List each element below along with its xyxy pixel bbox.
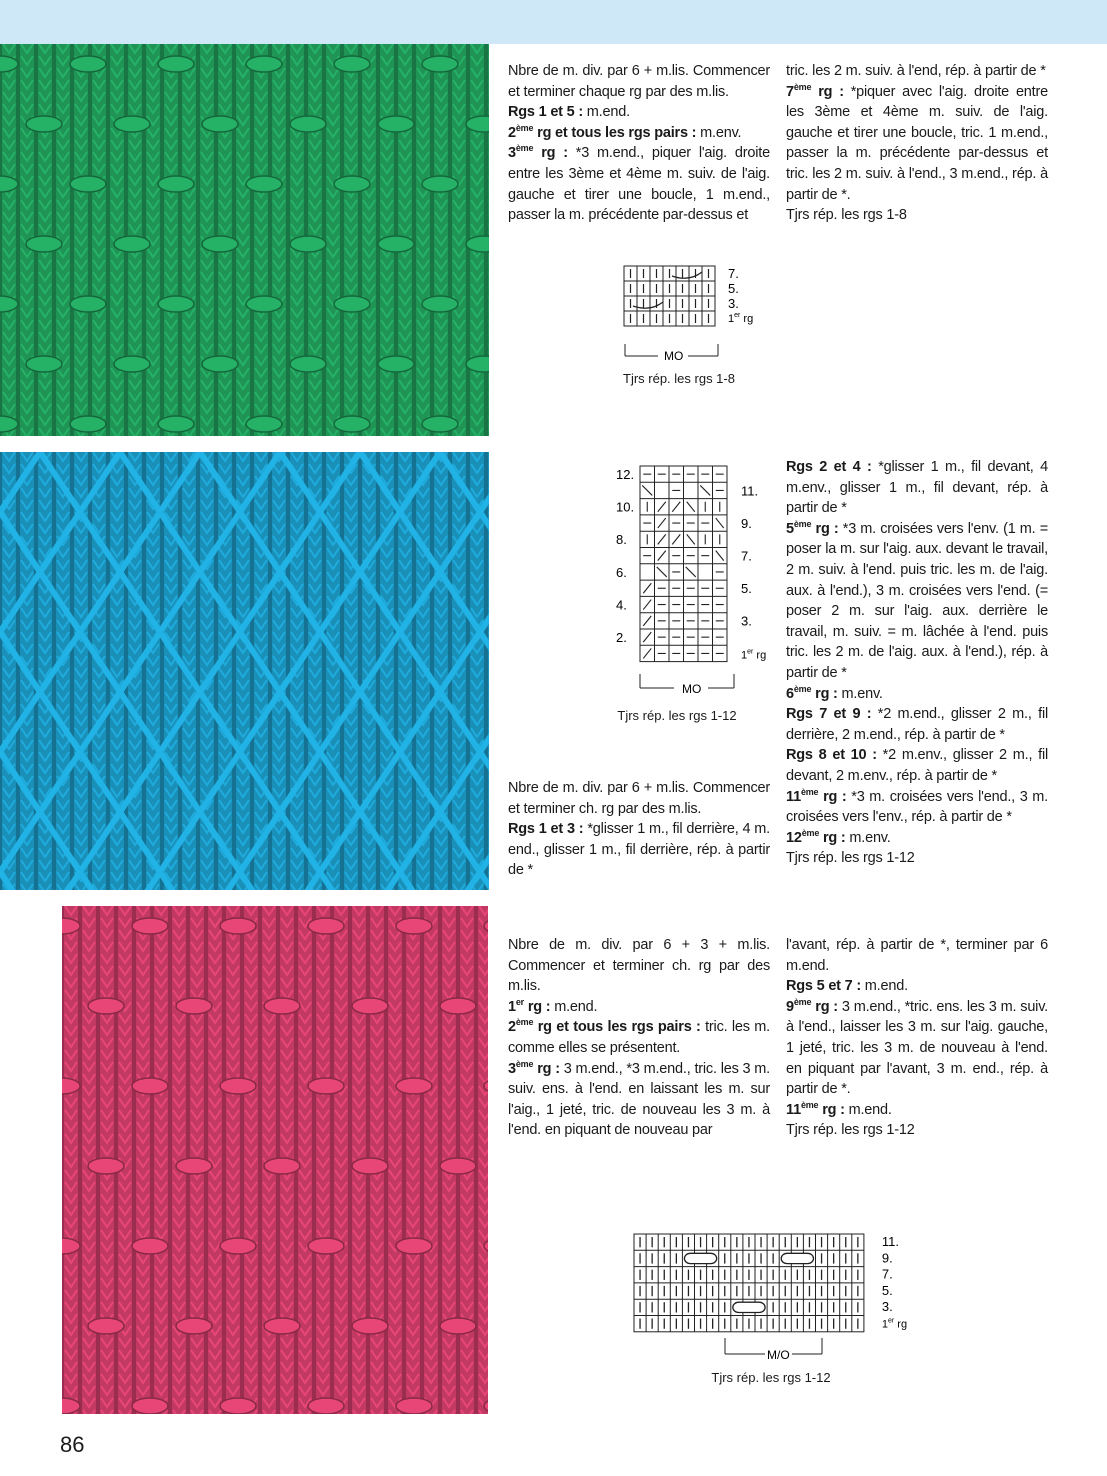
instruction-paragraph: tric. les 2 m. suiv. à l'end, rép. à partir de * <box>786 63 1046 79</box>
instruction-paragraph: l'avant, rép. à partir de *, terminer par 6 m.end. <box>786 937 1048 974</box>
chart-2-mo-label: MO <box>682 682 702 696</box>
chart-2-row-label: 6. <box>616 564 627 580</box>
instruction-paragraph: 7ème rg : *piquer avec l'aig. droite entre les 3ème et 4ème m. suiv. de l'aig. gauche et tirer une boucle, tric. 1 m.end., passer la m. précédente par-dessus et tric. les 2 m. suiv. à l'end., 3 m.end., rép. à partir de *. <box>786 81 1048 203</box>
pattern-3-chart-caption: Tjrs rép. les rgs 1-12 <box>711 1370 831 1385</box>
chart-2-row-label: 1er rg <box>741 648 767 662</box>
pattern-1-instructions-left <box>508 61 770 226</box>
chart-2-row-label: 8. <box>616 532 627 548</box>
pattern-3-chart <box>630 1230 930 1365</box>
page-number: 86 <box>60 1432 85 1457</box>
instruction-paragraph: Rgs 5 et 7 : m.end. <box>786 978 908 995</box>
chart-2-row-label: 3. <box>741 613 752 629</box>
pattern-2-instructions-left <box>508 778 770 881</box>
pattern-2-chart <box>612 462 782 702</box>
chart-2-row-label: 7. <box>741 548 752 564</box>
chart-1-row-label: 1er rg <box>728 312 754 325</box>
instruction-paragraph: Rgs 1 et 5 : m.end. <box>508 104 630 121</box>
instruction-paragraph: 2ème rg et tous les rgs pairs : m.env. <box>508 122 742 141</box>
chart-2-row-label: 12. <box>616 467 635 482</box>
chart-1-mo-label: MO <box>664 349 684 363</box>
instruction-paragraph: 5ème rg : *3 m. croisées vers l'env. (1 m. = poser la m. sur l'aig. aux. devant le travail, 2 m. suiv. à l'end. puis tric. les m. de l'aig. aux. à l'end.), 3 m. croisées vers l'end. (= poser 2 m. sur l'aig. aux. derrière le travail, m. suiv. = m. lâchée à l'end. puis tric. les 2 m. de l'aig. aux. à l'end.), rép. à partir de * <box>786 518 1049 681</box>
chart-2-row-label: 11. <box>741 483 759 499</box>
instruction-paragraph: Tjrs rép. les rgs 1-12 <box>786 1122 915 1139</box>
green-knit-swatch-photo <box>0 44 489 436</box>
pattern-2-instructions-right <box>786 457 1048 869</box>
chart-2-row-label: 9. <box>741 515 752 531</box>
chart-2-row-label: 10. <box>616 499 635 515</box>
instruction-paragraph: 9ème rg : 3 m.end., *tric. ens. les 3 m. suiv. à l'end., laisser les 3 m. sur l'aig. gauche, 1 jeté, tric. les 3 m. de nouveau à l'end. en piquant par l'avant, 3 m. end., rép. à partir de *. <box>786 996 1049 1098</box>
chart-1-row-label: 5. <box>728 281 739 296</box>
chart-3-mo-label: M/O <box>767 1348 790 1362</box>
instruction-paragraph: 11ème rg : m.end. <box>786 1099 892 1118</box>
chart-3-row-label: 5. <box>881 1282 893 1298</box>
chart-1-row-label: 7. <box>728 266 739 281</box>
instruction-paragraph: Rgs 1 et 3 : *glisser 1 m., fil derrière, 4 m. end., glisser 1 m., fil derrière, rép. à partir de * <box>508 821 770 879</box>
instruction-paragraph: Rgs 8 et 10 : *2 m.env., glisser 2 m., fil devant, 2 m.env., rép. à partir de * <box>786 747 1048 784</box>
instruction-paragraph: Nbre de m. div. par 6 + m.lis. Commencer et terminer chaque rg par des m.lis. <box>508 63 770 100</box>
instruction-paragraph: 6ème rg : m.env. <box>786 683 883 702</box>
chart-2-row-label: 5. <box>741 581 752 597</box>
chart-3-row-label: 7. <box>881 1266 893 1282</box>
chart-1-row-label: 3. <box>728 296 739 311</box>
instruction-paragraph: Tjrs rép. les rgs 1-12 <box>786 850 915 867</box>
instruction-paragraph: 2ème rg et tous les rgs pairs : tric. les m. comme elles se présentent. <box>508 1017 770 1056</box>
chart-2-row-label: 2. <box>616 630 627 645</box>
instruction-paragraph: Tjrs rép. les rgs 1-8 <box>786 207 907 224</box>
top-color-band <box>0 0 1107 44</box>
instruction-paragraph: 11ème rg : *3 m. croisées vers l'end., 3 m. croisées vers l'env., rép. à partir de * <box>786 786 1048 826</box>
instruction-paragraph: 3ème rg : *3 m.end., piquer l'aig. droite entre les 3ème et 4ème m. suiv. de l'aig. gauche et tirer une boucle, 1 m.end., passer la m. précédente par-dessus et <box>508 143 770 224</box>
chart-3-row-label: 11. <box>881 1234 900 1249</box>
pattern-3-instructions-left <box>508 935 770 1141</box>
pattern-1-chart <box>620 262 780 367</box>
chart-3-row-label: 1er rg <box>881 1317 908 1331</box>
chart-3-row-label: 3. <box>881 1299 893 1315</box>
pink-knit-swatch-photo <box>62 906 488 1414</box>
pattern-1-chart-caption: Tjrs rép. les rgs 1-8 <box>623 371 735 386</box>
blue-knit-swatch-photo <box>0 452 489 890</box>
chart-3-row-label: 9. <box>881 1250 893 1266</box>
instruction-paragraph: 12ème rg : m.env. <box>786 827 891 846</box>
pattern-2-chart-caption: Tjrs rép. les rgs 1-12 <box>617 708 737 723</box>
instruction-paragraph: Nbre de m. div. par 6 + 3 + m.lis. Commencer et terminer ch. rg par des m.lis. <box>508 937 770 995</box>
instruction-paragraph: 3ème rg : 3 m.end., *3 m.end., tric. les 3 m. suiv. ens. à l'end. en laissant les m. sur l'aig., 1 jeté, tric. de nouveau les 3 m. à l'end. en piquant de nouveau par <box>508 1058 771 1139</box>
instruction-paragraph: Nbre de m. div. par 6 + m.lis. Commencer et terminer ch. rg par des m.lis. <box>508 780 770 817</box>
instruction-paragraph: Rgs 7 et 9 : *2 m.end., glisser 2 m., fil derrière, 2 m.end., rép. à partir de * <box>786 706 1048 743</box>
instruction-paragraph: 1er rg : m.end. <box>508 996 598 1015</box>
instruction-paragraph: Rgs 2 et 4 : *glisser 1 m., fil devant, 4 m.env., glisser 1 m., fil devant, rép. à partir de * <box>786 459 1048 517</box>
chart-2-row-label: 4. <box>616 597 627 613</box>
pattern-3-instructions-right <box>786 935 1048 1141</box>
pattern-1-instructions-right <box>786 61 1048 226</box>
